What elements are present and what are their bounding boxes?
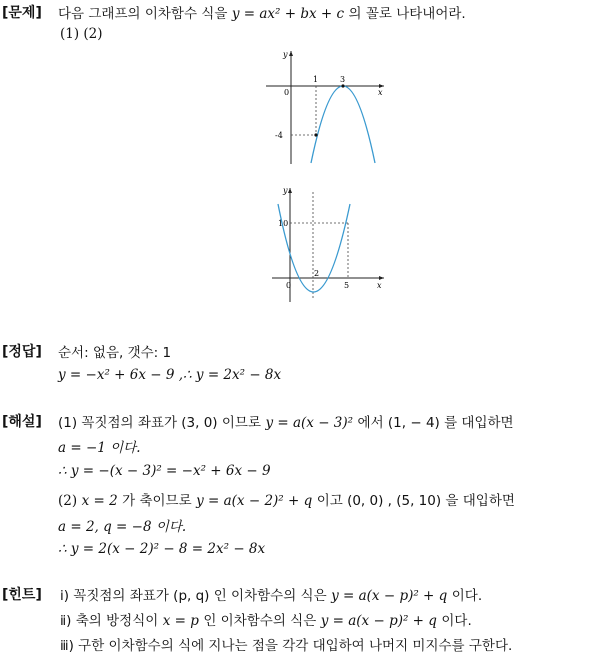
hint-2-axis: x = p — [162, 613, 199, 629]
hint-line-3: ⅲ) 구한 이차함수의 식에 지나는 점을 각각 대입하여 나머지 미지수를 구한다. — [60, 638, 513, 654]
explanation-l4-text: 가 축이므로 — [122, 493, 192, 509]
explanation-line-4 — [58, 489, 515, 509]
problem-tag: [문제] — [2, 5, 42, 21]
answer-line-2: y = −x² + 6x − 9 ,∴ y = 2x² − 8x — [58, 367, 282, 383]
graph2-tick-2: 2 — [314, 269, 320, 278]
hint-1-text: ⅰ) 꼭짓점의 좌표가 (p, q) 인 이차함수의 식은 — [60, 588, 327, 604]
explanation-l4-text-end: 이고 (0, 0) , (5, 10) 을 대입하면 — [316, 493, 515, 509]
explanation-line-2: a = −1 이다. — [58, 440, 141, 456]
graph2-tick-10: 10 — [278, 219, 289, 228]
explanation-l1-text: (1) 꼭짓점의 좌표가 (3, 0) 이므로 — [58, 415, 261, 431]
explanation-line-6: ∴ y = 2(x − 2)² − 8 = 2x² − 8x — [58, 541, 266, 557]
hint-line-2 — [60, 609, 472, 629]
explanation-l4-num: (2) — [58, 493, 78, 509]
hint-2-text: ⅱ) 축의 방정식이 — [60, 613, 159, 629]
graph2-y-label: y — [283, 186, 288, 195]
hint-line-1 — [60, 584, 482, 604]
problem-text: 다음 그래프의 이차함수 식을 — [58, 6, 228, 22]
problem-parts: (1) (2) — [60, 26, 103, 42]
graph1-vertex — [341, 84, 344, 87]
graph1-origin: 0 — [284, 88, 290, 97]
graph1-tick-3: 3 — [340, 75, 346, 84]
graph2-x-label: x — [377, 281, 382, 290]
graph1-y-label: y — [283, 50, 288, 59]
explanation-l4-formula: y = a(x − 2)² + q — [196, 493, 313, 509]
hint-2-text-end: 이다. — [441, 613, 472, 629]
graph1-point — [314, 133, 317, 136]
hint-tag: [힌트] — [2, 587, 42, 603]
explanation-l4-axis: x = 2 — [81, 493, 118, 509]
hint-1-formula: y = a(x − p)² + q — [331, 588, 448, 604]
graph1-x-label: x — [378, 88, 383, 97]
graph2-tick-5: 5 — [344, 281, 350, 290]
graph2-origin: 0 — [286, 281, 292, 290]
problem-statement — [58, 2, 466, 22]
explanation-l1-formula: y = a(x − 3)² — [265, 415, 354, 431]
answer-tag: [정답] — [2, 344, 42, 360]
answer-line-1: 순서: 없음, 갯수: 1 — [58, 345, 172, 361]
explanation-line-5: a = 2, q = −8 이다. — [58, 519, 187, 535]
graph1-tick-1: 1 — [313, 75, 319, 84]
graph2-parabola — [278, 204, 350, 292]
explanation-tag: [해설] — [2, 414, 42, 430]
explanation-line-1 — [58, 411, 514, 431]
hint-2-formula: y = a(x − p)² + q — [320, 613, 437, 629]
explanation-line-3: ∴ y = −(x − 3)² = −x² + 6x − 9 — [58, 463, 271, 479]
graph1-parabola — [311, 86, 375, 163]
hint-1-text-end: 이다. — [451, 588, 483, 604]
explanation-l1-text-end: 에서 (1, − 4) 를 대입하면 — [357, 415, 514, 431]
graph1-tick-neg4: -4 — [275, 131, 283, 140]
graph-2 — [270, 182, 390, 307]
problem-text-end: 의 꼴로 나타내어라. — [348, 6, 466, 22]
graph-1 — [258, 46, 388, 171]
problem-formula: y = ax² + bx + c — [231, 6, 345, 22]
hint-2-text-mid: 인 이차함수의 식은 — [203, 613, 317, 629]
